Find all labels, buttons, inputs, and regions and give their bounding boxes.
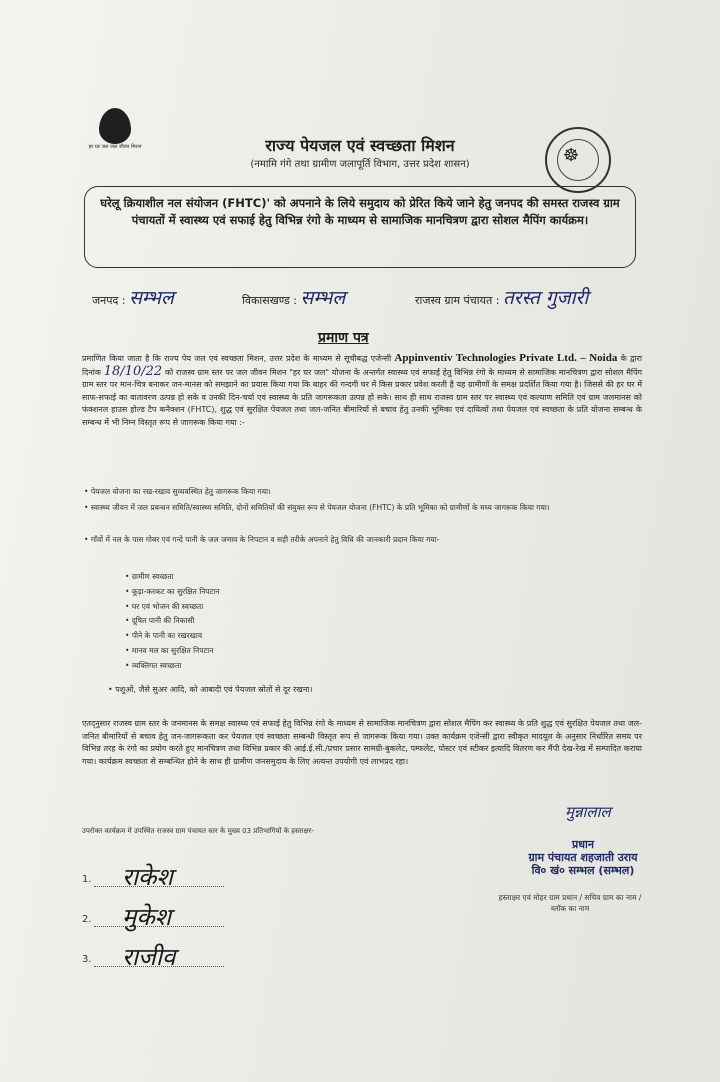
stamp-line-3: वि० खं० सम्भल (सम्भल): [531, 864, 635, 877]
stamp-line-1: प्रधान: [572, 838, 594, 851]
signature-2: मुकेश: [122, 903, 172, 931]
up-government-seal-icon: ☸: [545, 127, 611, 193]
list-item: • कूड़ा-करकट का सुरक्षित निपटान: [125, 586, 220, 596]
bullet-1-text: पेयजल योजना का रख-रखाव सुव्यवस्थित हेतु जागरूक किया गया।: [90, 487, 271, 496]
district-value: सम्भल: [129, 287, 174, 309]
bullet-2-text: स्वास्थ्य जीवन में जल प्रबन्धन समिति/स्वास्थ्य समिति, दोनों समितियों की संयुक्त रूप से पेयजल योजना (FHTC) के प्रति भूमिका को ग्रामीणों के मध्य जागरूक किया गया।: [90, 503, 550, 512]
intro-part1: प्रमाणित किया जाता है कि राज्य पेय जल एवं स्वच्छता मिशन, उत्तर प्रदेश के माध्यम से सूचीबद्ध एजेन्सी: [82, 354, 392, 363]
bullet-3-text: गाँवों में नल के पास गोबर एवं गन्दे पानी के जल जमाव के निपटान व सही तरीके अपनाने हेतु विधि की जानकारी प्रदान किया गया-: [90, 535, 440, 544]
bullet-1: • पेयजल योजना का रख-रखाव सुव्यवस्थित हेतु जागरूक किया गया।: [84, 487, 271, 496]
list-item: • घर एवं भोजन की स्वच्छता: [125, 601, 204, 611]
bullet-3: • गाँवों में नल के पास गोबर एवं गन्दे पानी के जल जमाव के निपटान व सही तरीके अपनाने हेतु विधि की जानकारी प्रदान किया गया-: [84, 535, 440, 544]
mission-title: राज्य पेयजल एवं स्वच्छता मिशन: [265, 136, 455, 155]
village-label: राजस्व ग्राम पंचायत :: [415, 294, 500, 307]
district-label: जनपद :: [92, 294, 126, 307]
program-title-text: घरेलू क्रियाशील नल संयोजन (FHTC)' को अपनाने के लिये समुदाय को प्रेरित किये जाने हेतु जनपद की समस्त राजस्व ग्राम पंचायतों में स्वास्थ्य एवं सफाई हेतु विभिन्न रंगो के माध्यम से सामाजिक मानचित्रण द्वारा सोशल मैपिंग कार्यक्रम।: [100, 196, 620, 227]
signature-1: राकेश: [122, 863, 173, 891]
mission-subtitle: (नमामि गंगे तथा ग्रामीण जलापूर्ति विभाग, उत्तर प्रदेश शासन): [250, 159, 470, 170]
signature-3: राजीव: [122, 943, 176, 971]
logo-caption: हर घर जल जल जीवन मिशन: [88, 144, 142, 150]
village-field: [415, 284, 588, 310]
stamp-note: हस्ताक्षर एवं मोहर ग्राम प्रधान / सचिव ग्राम का नाम / ब्लॉक का नाम: [498, 893, 642, 913]
pradhan-signature: मुन्नालाल: [565, 803, 611, 821]
attendance-note: उपरोक्त कार्यक्रम में उपस्थित राजस्व ग्राम पंचायत स्तर के मुख्य 03 प्रतिभागियों के हस्ताक्षर-: [82, 827, 314, 835]
block-value: सम्भल: [300, 287, 346, 309]
agency-name: Appinventiv Technologies Private Ltd. – Noida: [394, 352, 618, 364]
list-item: • पीने के पानी का रखरखाव: [125, 631, 203, 641]
stamp-line-2: ग्राम पंचायत शहजाती उराय: [528, 851, 638, 864]
certificate-page: हर घर जल जल जीवन मिशन राज्य पेयजल एवं स्वच्छता मिशन (नमामि गंगे तथा ग्रामीण जलापूर्ति विभाग, उत्तर प्रदेश शासन) ☸ घरेलू क्रियाशील नल संयोजन (FHTC)' को अपनाने के लिये समुदाय को प्रेरित किये जाने हेतु जनपद की समस्त राजस्व ग्राम पंचायतों में स्वास्थ्य एवं सफाई हेतु विभिन्न रंगो के माध्यम से सामाजिक मानचित्रण द्वारा सोशल मैपिंग कार्यक्रम। जनपद : सम्भल विकासखण्ड : सम्भल राजस्व ग्राम पंचायत : तरस्त गुजारी प्रमाण पत्र प्रमाणित किया जाता है कि राज्य पेय जल एवं स्वच्छता मिशन, उत्तर प्रदेश के माध्यम से सूचीबद्ध एजेन्सी Appinventiv Technologies Private Ltd. – Noida के द्वारा दिनांक 18/10/22 को राजस्व ग्राम स्तर पर जल जीवन मिशन "हर घर जल" योजना के अन्तर्गत स्वास्थ्य एवं सफाई हेतु विभिन्न रंगो के माध्यम से सामाजिक मानचित्रण द्वारा सोशल मैपिंग ग्राम स्तर पर मान-चित्र बनाकर जन-मानस को समझाने का प्रयास किया गया कि बाहर की गन्दगी घर में किस प्रकार प्रवेश करती है यह ग्रामीणों के समक्ष प्रदर्शित किया गया है। जिससे की हर घर में साफ-सफाई का वातावरण उत्पन्न हो सके व उनकी दिन-चर्या एवं स्वास्थ्य के प्रति जागरूकता उत्पन्न हो सके। साथ ही साथ राजस्व ग्राम स्तर पर स्वास्थ्य एवं कल्याण समिति एवं ग्राम जलमानस को फंक्शनल हाउस होल्ड टैप कनैक्शन (FHTC), शुद्ध एवं सुरक्षित पेयजल तथा जल-जनित बीमारियों से बचाव हेतु उनकी भूमिका एवं दायित्वों तथा पेयजल एवं स्वच्छता के प्रति योजना सम्बन्ध के सम्बन्ध में भी निम्न विस्तृत रूप से जागरूक किया गया :- • पेयजल योजना का रख-रखाव सुव्यवस्थित हेतु जागरूक किया गया। • स्वास्थ्य जीवन में जल प्रबन्धन समिति/स्वास्थ्य समिति, दोनों समितियों की संयुक्त रूप से पेयजल योजना (FHTC) के प्रति भूमिका को ग्रामीणों के मध्य जागरूक किया गया। • गाँवों में नल के पास गोबर एवं गन्दे पानी के जल जमाव के निपटान व सही तरीके अपनाने हेतु विधि की जानकारी प्रदान किया गया- • ग्रामीण स्वच्छता • कूड़ा-करकट का सुरक्षित निपटान • घर एवं भोजन की स्वच्छता • दूषित पानी की निकासी • पीने के पानी का रखरखाव • मानव मल का सुरक्षित निपटान • व्यक्तिगत स्वच्छता • पशुओं, जैसे सुअर आदि, को आबादी एवं पेयजल स्रोतों से दूर रखना। एतद्नुसार राजस्व ग्राम स्तर के जनमानस के समक्ष स्वास्थ्य एवं सफाई हेतु विभिन्न रंगो के माध्यम से सामाजिक मानचित्रण द्वारा सोशल मैपिंग कर स्वास्थ्य के प्रति शुद्ध एवं सुरक्षित पेयजल तथा जल-जनित बीमारियों से बचाव हेतु जन-जागरूकता कर पेयजल एवं स्वच्छता सम्बन्धी विस्तृत रूप से जागरूक किया गया। उक्त कार्यक्रम एजेन्सी द्वारा स्वीकृत मादयूल के अनुसार निर्धारित समय पर विभिन्न तरह के रंगो का प्रयोग करते हुए मानचित्रण तथा विभिन्न प्रकार की आई.ई.सी./प्रचार प्रसार सामग्री-बुकलेट, पम्फलेट, पोस्टर एवं स्टीकर इत्यादि वितरण कर मैंपी देख-रेख में सम्पादित कराया गया। कार्यक्रम स्वच्छता से सम्बन्धित होने के साथ ही ग्रामीण जनसमुदाय के लिए अत्यन्त उपयोगी एवं लाभप्रद रहा। उपरोक्त कार्यक्रम में उपस्थित राजस्व ग्राम पंचायत स्तर के मुख्य 03 प्रतिभागियों के हस्ताक्षर- मुन्नालाल प्रधान ग्राम पंचायत शहजाती उराय वि० खं० सम्भल (सम्भल) हस्ताक्षर एवं मोहर ग्राम प्रधान / सचिव ग्राम का नाम / ब्लॉक का नाम 1. राकेश 2. मुकेश 3. राजीव: [0, 0, 720, 1082]
intro-paragraph: [82, 352, 642, 429]
har-ghar-jal-logo: [82, 108, 148, 150]
intro-part2: के द्वारा दिनांक: [82, 354, 642, 377]
hygiene-items-list: [125, 570, 425, 674]
block-field: [242, 284, 345, 310]
village-value: तरस्त गुजारी: [502, 287, 589, 309]
certificate-heading: प्रमाण पत्र: [318, 330, 369, 346]
list-item-livestock: • पशुओं, जैसे सुअर आदि, को आबादी एवं पेयजल स्रोतों से दूर रखना।: [108, 685, 313, 694]
list-item: • मानव मल का सुरक्षित निपटान: [125, 645, 214, 655]
block-label: विकासखण्ड :: [242, 294, 298, 307]
list-item: • व्यक्तिगत स्वच्छता: [125, 660, 182, 670]
bullet-2: • स्वास्थ्य जीवन में जल प्रबन्धन समिति/स्वास्थ्य समिति, दोनों समितियों की संयुक्त रूप से पेयजल योजना (FHTC) के प्रति भूमिका को ग्रामीणों के मध्य जागरूक किया गया।: [84, 503, 550, 512]
water-drop-icon: [99, 108, 131, 144]
conclusion-paragraph: एतद्नुसार राजस्व ग्राम स्तर के जनमानस के समक्ष स्वास्थ्य एवं सफाई हेतु विभिन्न रंगो के माध्यम से सामाजिक मानचित्रण द्वारा सोशल मैपिंग कर स्वास्थ्य के प्रति शुद्ध एवं सुरक्षित पेयजल तथा जल-जनित बीमारियों से बचाव हेतु जन-जागरूकता कर पेयजल एवं स्वच्छता सम्बन्धी विस्तृत रूप से जागरूक किया गया। उक्त कार्यक्रम एजेन्सी द्वारा स्वीकृत मादयूल के अनुसार निर्धारित समय पर विभिन्न तरह के रंगो का प्रयोग करते हुए मानचित्रण तथा विभिन्न प्रकार की आई.ई.सी./प्रचार प्रसार सामग्री-बुकलेट, पम्फलेट, पोस्टर एवं स्टीकर इत्यादि वितरण कर मैंपी देख-रेख में सम्पादित कराया गया। कार्यक्रम स्वच्छता से सम्बन्धित होने के साथ ही ग्रामीण जनसमुदाय के लिए अत्यन्त उपयोगी एवं लाभप्रद रहा।: [82, 719, 642, 766]
program-title-box: [84, 186, 636, 268]
list-item: • दूषित पानी की निकासी: [125, 616, 195, 626]
intro-part3: को राजस्व ग्राम स्तर पर जल जीवन मिशन "हर घर जल" योजना के अन्तर्गत स्वास्थ्य एवं सफाई हेतु विभिन्न रंगो के माध्यम से सामाजिक मानचित्रण द्वारा सोशल मैपिंग ग्राम स्तर पर मान-चित्र बनाकर जन-मानस को समझाने का प्रयास किया गया कि बाहर की गन्दगी घर में किस प्रकार प्रवेश करती है यह ग्रामीणों के समक्ष प्रदर्शित किया गया है। जिससे की हर घर में साफ-सफाई का वातावरण उत्पन्न हो सके व उनकी दिन-चर्या एवं स्वास्थ्य के प्रति जागरूकता उत्पन्न हो सके। साथ ही साथ राजस्व ग्राम स्तर पर स्वास्थ्य एवं कल्याण समिति एवं ग्राम जलमानस को फंक्शनल हाउस होल्ड टैप कनैक्शन (FHTC), शुद्ध एवं सुरक्षित पेयजल तथा जल-जनित बीमारियों से बचाव हेतु उनकी भूमिका एवं दायित्वों तथा पेयजल एवं स्वच्छता के प्रति योजना सम्बन्ध के सम्बन्ध में भी निम्न विस्तृत रूप से जागरूक किया गया :-: [82, 367, 643, 427]
district-field: [92, 284, 174, 310]
pradhan-stamp: [508, 838, 658, 877]
program-date: 18/10/22: [103, 363, 163, 379]
list-item: • ग्रामीण स्वच्छता: [125, 572, 174, 581]
